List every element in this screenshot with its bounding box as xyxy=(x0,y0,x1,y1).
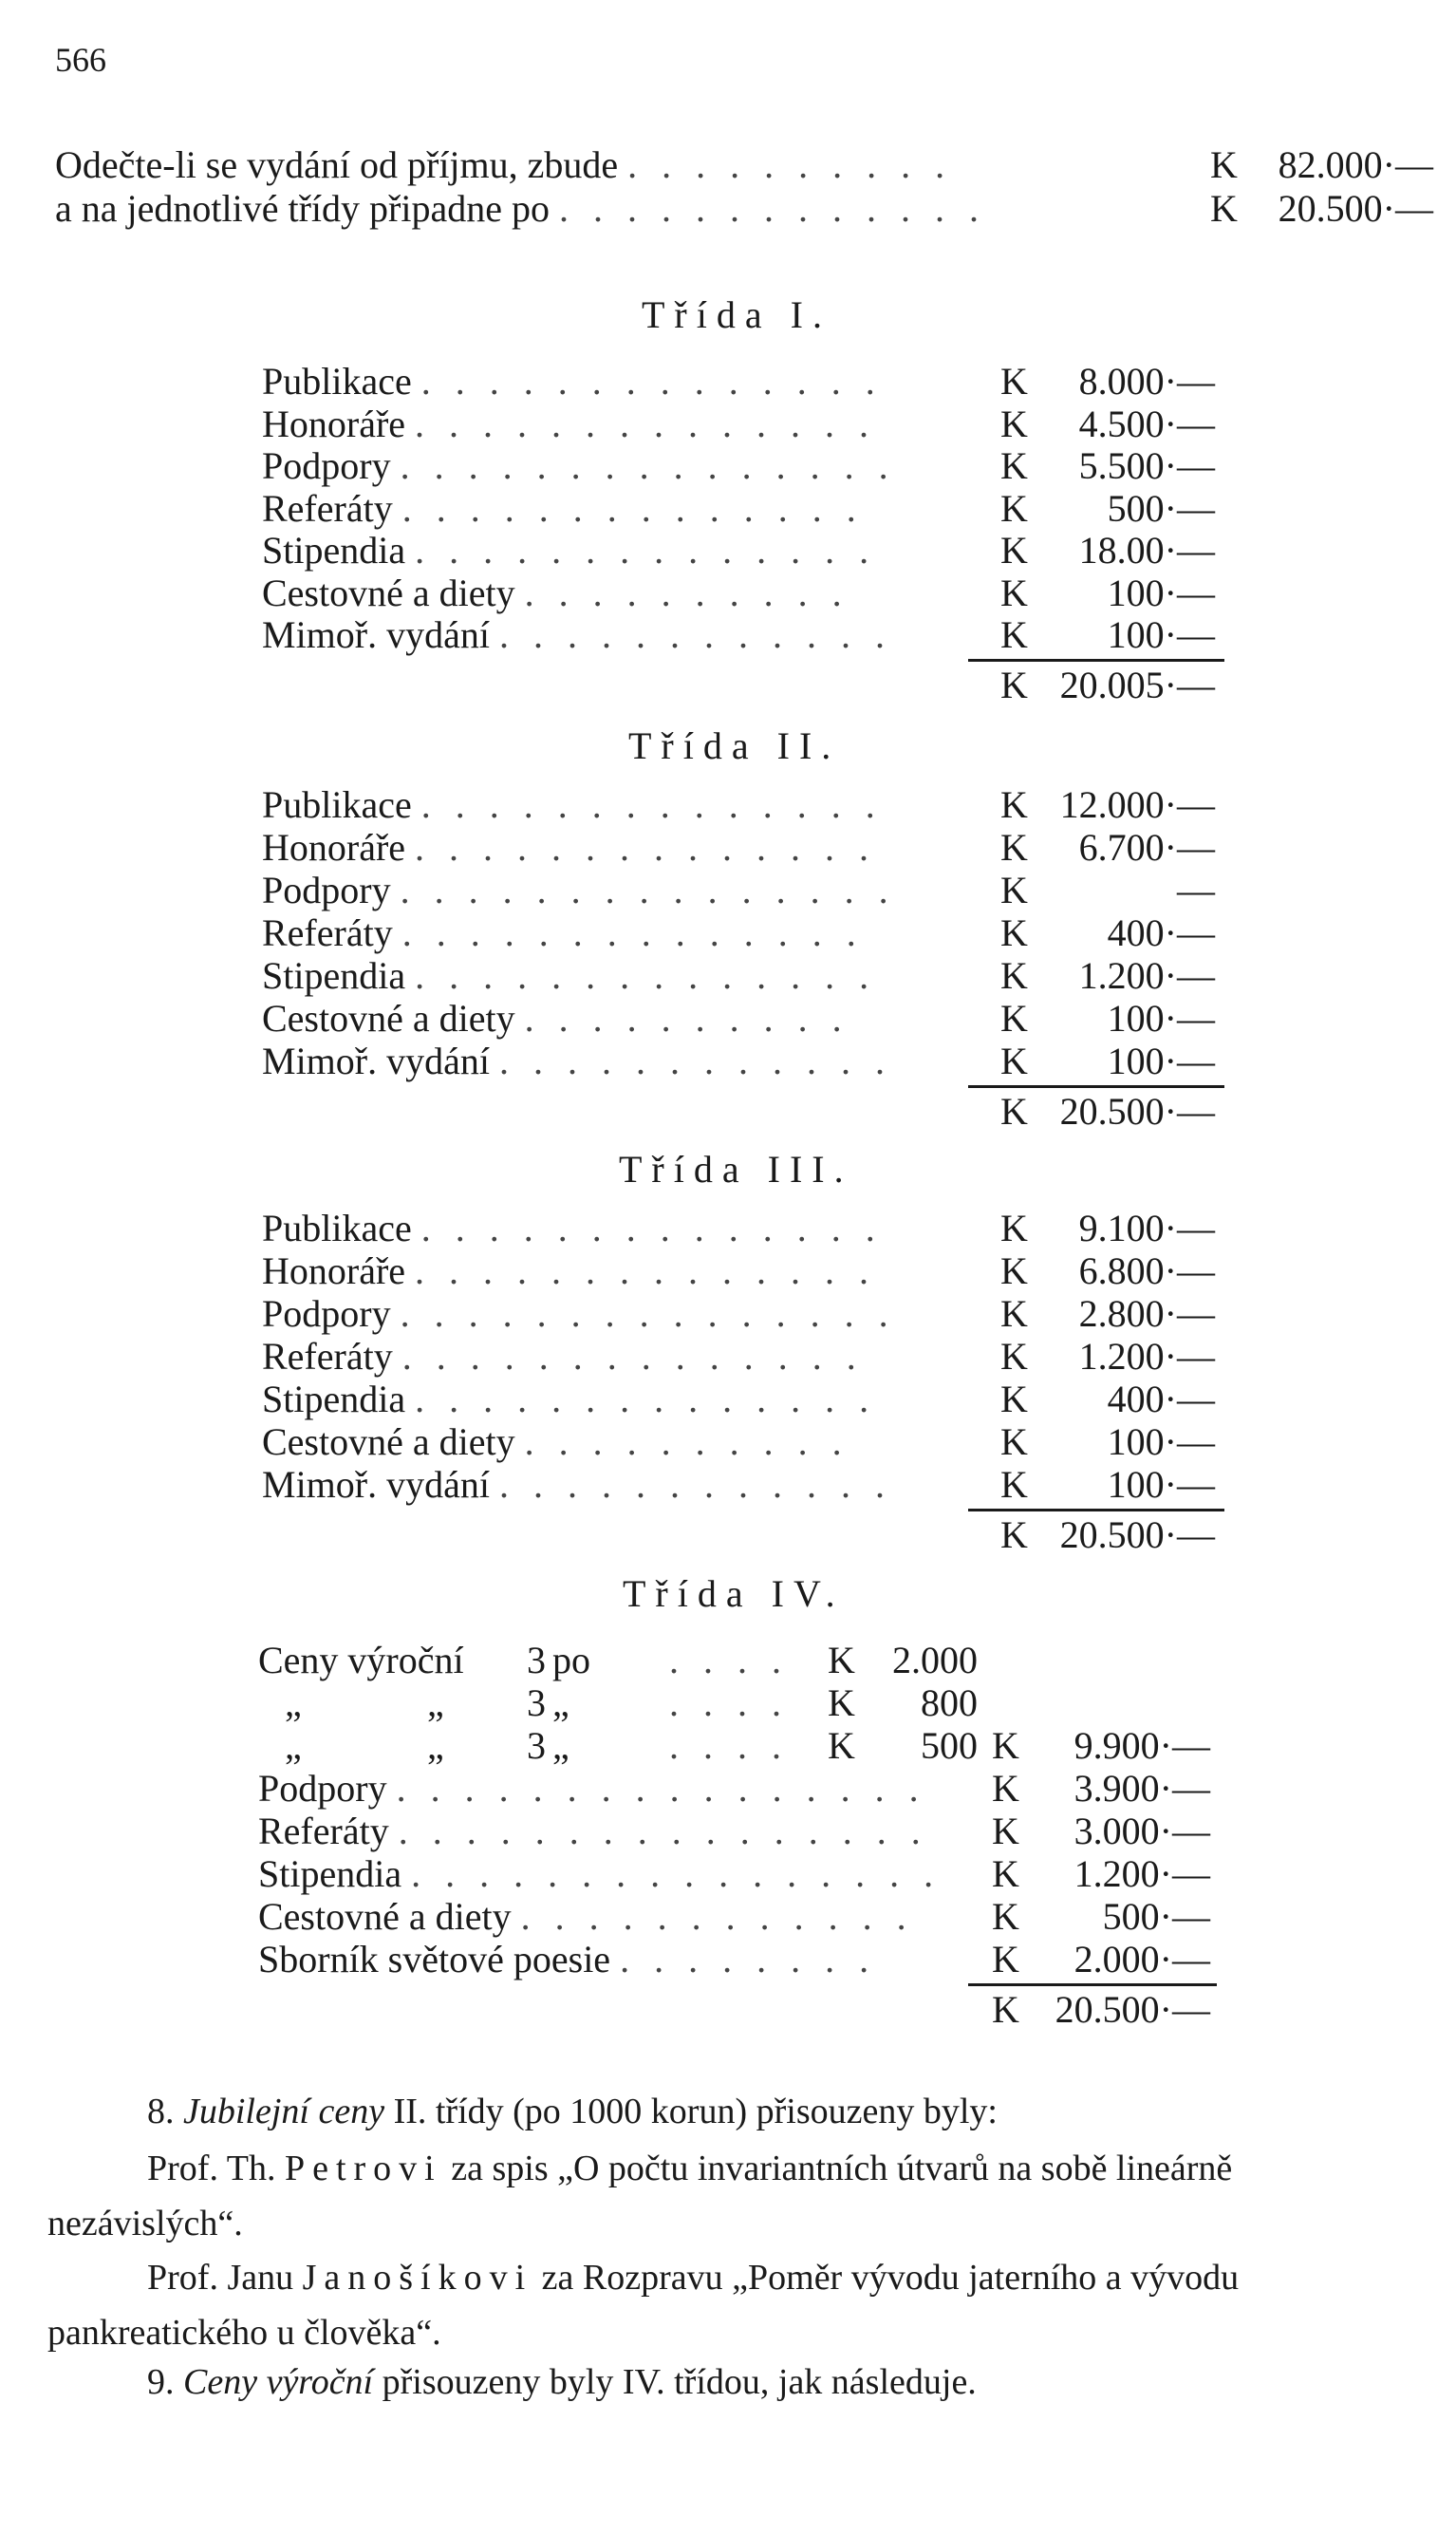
row-amount: 3.000·— xyxy=(1073,1810,1210,1852)
leader-dots: . . . . . . . . . . . . . . xyxy=(420,783,883,826)
row-amount: 400·— xyxy=(1107,1378,1215,1420)
leader-dots: . . . . . . . . . . . . . . xyxy=(420,1207,883,1249)
sum-rule xyxy=(968,659,1224,662)
currency-k: K xyxy=(992,1767,1019,1810)
leader-dots: . . . . . . . . . . . . . . . . xyxy=(411,1852,942,1895)
budget-row xyxy=(258,1937,876,1981)
prize-label: Ceny výroční xyxy=(258,1639,464,1681)
person-name: Janošíkovi xyxy=(302,2258,533,2298)
prize-amount: 800 xyxy=(921,1681,978,1724)
budget-row xyxy=(262,1377,876,1421)
budget-row xyxy=(262,825,876,870)
paragraph-text: Prof. Th. xyxy=(147,2149,276,2188)
total-currency-k: K xyxy=(1000,1513,1028,1556)
row-label: Publikace xyxy=(262,783,412,826)
paragraph-text: II. třídy (po 1000 korun) přisouzeny byly: xyxy=(393,2092,998,2131)
row-amount: 8.000·— xyxy=(1078,360,1215,403)
budget-row xyxy=(262,486,864,531)
prize-unit: po xyxy=(552,1639,590,1681)
currency-k: K xyxy=(1000,826,1028,869)
paragraph-text: přisouzeny byly IV. třídou, jak následuje. xyxy=(382,2362,977,2402)
budget-row xyxy=(262,1334,864,1379)
leader-dots: . . . . . . . . . . . . . . . xyxy=(400,444,896,487)
budget-row xyxy=(262,1419,849,1464)
paragraph-text: za spis „O počtu invariantních útvarů na sobě lineárně nezávislých“. xyxy=(47,2149,1233,2243)
row-amount: 100·— xyxy=(1107,1463,1215,1506)
budget-row xyxy=(262,1462,892,1507)
row-label: Cestovné a diety xyxy=(262,571,515,614)
leader-dots: . . . . . . . . . . xyxy=(524,997,849,1040)
currency-k: K xyxy=(1000,1249,1028,1292)
leader-dots: . . . . . . . . . . . . xyxy=(498,613,892,656)
leader-dots: . . . . . . . . . . . . . . . . xyxy=(396,1767,926,1810)
row-amount: 500·— xyxy=(1107,486,1215,530)
row-label: Cestovné a diety xyxy=(262,1420,515,1463)
leader-dots: . . . . . . . . . . . . . . xyxy=(415,529,877,572)
total-amount: 20.500·— xyxy=(1059,1513,1215,1556)
currency-k: K xyxy=(1210,143,1238,186)
prize-sum-amount: 9.900·— xyxy=(1073,1724,1210,1767)
row-amount: 18.00·— xyxy=(1078,529,1215,572)
leader-dots: . . . . . . . . . . . . . . xyxy=(415,402,877,445)
row-label: Stipendia xyxy=(262,954,406,997)
paragraph-petr xyxy=(47,2141,1414,2251)
leader-dots: . . . . xyxy=(669,1681,789,1724)
paragraph-text: za Rozpravu „Poměr vývodu jaterního a vývodu pankreatického u člověka“. xyxy=(47,2258,1240,2353)
prize-amount: 500 xyxy=(921,1724,978,1767)
row-label: Podpory xyxy=(258,1767,387,1810)
currency-k: K xyxy=(1000,1207,1028,1249)
currency-k: K xyxy=(828,1681,855,1724)
class-heading-2: Třída II. xyxy=(628,724,841,767)
currency-k: K xyxy=(1000,1463,1028,1506)
row-label: Mimoř. vydání xyxy=(262,1463,490,1506)
budget-row xyxy=(262,1291,896,1336)
row-label: Referáty xyxy=(262,911,393,954)
row-amount: 3.900·— xyxy=(1073,1767,1210,1810)
paragraph-number: 8. xyxy=(147,2092,175,2131)
row-amount: — xyxy=(1177,869,1215,911)
currency-k: K xyxy=(992,1938,1019,1980)
row-label: Publikace xyxy=(262,1207,412,1249)
row-label: Sborník světové poesie xyxy=(258,1938,611,1980)
budget-row xyxy=(262,359,883,404)
row-amount: 100·— xyxy=(1107,613,1215,656)
intro-line-1 xyxy=(55,142,952,187)
leader-dots: . . . . xyxy=(669,1639,789,1681)
sum-rule xyxy=(968,1983,1217,1986)
currency-k: K xyxy=(1000,1292,1028,1335)
leader-dots: . . . . . . . . . . xyxy=(627,143,953,186)
currency-k: K xyxy=(1000,360,1028,403)
row-amount: 400·— xyxy=(1107,911,1215,954)
row-amount: 2.000·— xyxy=(1073,1938,1210,1980)
budget-row xyxy=(262,910,864,955)
leader-dots: . . . . . . . . . . . . . . xyxy=(415,1378,877,1420)
currency-k: K xyxy=(1000,529,1028,572)
total-currency-k: K xyxy=(1000,663,1028,706)
prize-count: 3 xyxy=(527,1639,546,1681)
currency-k: K xyxy=(1000,783,1028,826)
class-heading-4: Třída IV. xyxy=(623,1572,845,1615)
currency-k: K xyxy=(1000,954,1028,997)
paragraph-text: Prof. Janu xyxy=(147,2258,294,2298)
row-label: Mimoř. vydání xyxy=(262,1040,490,1082)
row-label: Honoráře xyxy=(262,826,406,869)
budget-row xyxy=(262,1039,892,1083)
currency-k: K xyxy=(1000,402,1028,445)
leader-dots: . . . . . . . . . . . . . . xyxy=(420,360,883,403)
intro-amount: 20.500·— xyxy=(1278,187,1433,230)
row-amount: 9.100·— xyxy=(1078,1207,1215,1249)
class-heading-1: Třída I. xyxy=(642,293,831,336)
row-label: Podpory xyxy=(262,1292,391,1335)
currency-k: K xyxy=(1000,1335,1028,1378)
intro-text: a na jednotlivé třídy připadne po xyxy=(55,187,550,230)
budget-row xyxy=(262,782,883,827)
leader-dots: . . . . . . . . . . . . . xyxy=(558,187,986,230)
leader-dots: . . . . . . . . . . . . . . xyxy=(415,954,877,997)
sum-rule xyxy=(968,1085,1224,1088)
ditto-mark: „ xyxy=(427,1681,444,1724)
currency-k: K xyxy=(828,1639,855,1681)
intro-text: Odečte-li se vydání od příjmu, zbude xyxy=(55,143,619,186)
paragraph-italic: Ceny výroční xyxy=(183,2362,374,2402)
paragraph-number: 9. xyxy=(147,2362,175,2402)
budget-row xyxy=(262,402,876,446)
row-label: Referáty xyxy=(262,486,393,530)
row-amount: 1.200·— xyxy=(1078,954,1215,997)
total-amount: 20.500·— xyxy=(1055,1988,1210,2031)
ditto-mark: „ xyxy=(427,1724,444,1767)
currency-k: K xyxy=(992,1852,1019,1895)
leader-dots: . . . . . . . . . . . . xyxy=(520,1895,914,1938)
leader-dots: . . . . . . . . . . xyxy=(524,571,849,614)
sum-rule xyxy=(968,1509,1224,1511)
row-amount: 100·— xyxy=(1107,1040,1215,1082)
budget-row xyxy=(258,1894,914,1939)
row-label: Cestovné a diety xyxy=(258,1895,512,1938)
ditto-mark: „ xyxy=(285,1724,302,1767)
row-label: Honoráře xyxy=(262,1249,406,1292)
leader-dots: . . . . . . . . . . . . xyxy=(498,1040,892,1082)
row-amount: 6.800·— xyxy=(1078,1249,1215,1292)
prize-amount: 2.000 xyxy=(892,1639,978,1681)
row-label: Podpory xyxy=(262,869,391,911)
row-label: Honoráře xyxy=(262,402,406,445)
leader-dots: . . . . xyxy=(669,1724,789,1767)
budget-row xyxy=(258,1809,928,1853)
paragraph-8 xyxy=(47,2084,1456,2139)
row-label: Stipendia xyxy=(262,529,406,572)
total-amount: 20.500·— xyxy=(1059,1090,1215,1133)
prize-unit: „ xyxy=(552,1724,569,1767)
budget-row xyxy=(262,1248,876,1293)
row-amount: 12.000·— xyxy=(1059,783,1215,826)
budget-row xyxy=(262,528,876,572)
currency-k: K xyxy=(1000,869,1028,911)
total-amount: 20.005·— xyxy=(1059,663,1215,706)
row-label: Cestovné a diety xyxy=(262,997,515,1040)
currency-k: K xyxy=(828,1724,855,1767)
currency-k: K xyxy=(992,1895,1019,1938)
prize-unit: „ xyxy=(552,1681,569,1724)
row-amount: 500·— xyxy=(1102,1895,1210,1938)
row-label: Podpory xyxy=(262,444,391,487)
currency-k: K xyxy=(1000,486,1028,530)
leader-dots: . . . . . . . . . . . . . . . xyxy=(400,869,896,911)
currency-k: K xyxy=(1000,1420,1028,1463)
leader-dots: . . . . . . . . . . . . . . xyxy=(415,1249,877,1292)
leader-dots: . . . . . . . . . . . . xyxy=(498,1463,892,1506)
person-name: Petrovi xyxy=(284,2149,442,2188)
row-amount: 100·— xyxy=(1107,1420,1215,1463)
leader-dots: . . . . . . . . . . . . . . xyxy=(401,911,864,954)
leader-dots: . . . . . . . . . . . . . . xyxy=(415,826,877,869)
currency-k: K xyxy=(1000,1378,1028,1420)
row-amount: 6.700·— xyxy=(1078,826,1215,869)
row-label: Stipendia xyxy=(262,1378,406,1420)
intro-amount: 82.000·— xyxy=(1278,143,1433,186)
currency-k: K xyxy=(1000,911,1028,954)
currency-k: K xyxy=(992,1810,1019,1852)
row-amount: 1.200·— xyxy=(1078,1335,1215,1378)
row-amount: 5.500·— xyxy=(1078,444,1215,487)
currency-k: K xyxy=(992,1724,1019,1767)
leader-dots: . . . . . . . . . . . . . . xyxy=(401,486,864,530)
row-amount: 100·— xyxy=(1107,571,1215,614)
leader-dots: . . . . . . . . . . . . . . xyxy=(401,1335,864,1378)
budget-row xyxy=(262,443,896,488)
budget-row xyxy=(262,612,892,657)
row-label: Referáty xyxy=(258,1810,389,1852)
total-currency-k: K xyxy=(1000,1090,1028,1133)
prize-count: 3 xyxy=(527,1681,546,1724)
budget-row xyxy=(262,953,876,998)
paragraph-9 xyxy=(47,2355,1456,2410)
currency-k: K xyxy=(1000,1040,1028,1082)
leader-dots: . . . . . . . . xyxy=(620,1938,877,1980)
budget-row xyxy=(262,868,896,912)
row-amount: 4.500·— xyxy=(1078,402,1215,445)
currency-k: K xyxy=(1000,444,1028,487)
currency-k: K xyxy=(1000,571,1028,614)
total-currency-k: K xyxy=(992,1988,1019,2031)
currency-k: K xyxy=(1000,997,1028,1040)
row-label: Publikace xyxy=(262,360,412,403)
currency-k: K xyxy=(1210,187,1238,230)
page-number: 566 xyxy=(55,41,106,79)
leader-dots: . . . . . . . . . . xyxy=(524,1420,849,1463)
row-label: Stipendia xyxy=(258,1852,402,1895)
class-heading-3: Třída III. xyxy=(619,1148,853,1191)
intro-line-2 xyxy=(55,186,986,231)
currency-k: K xyxy=(1000,613,1028,656)
row-label: Mimoř. vydání xyxy=(262,613,490,656)
leader-dots: . . . . . . . . . . . . . . . xyxy=(400,1292,896,1335)
budget-row xyxy=(258,1851,941,1896)
ditto-mark: „ xyxy=(285,1681,302,1724)
row-amount: 2.800·— xyxy=(1078,1292,1215,1335)
row-amount: 1.200·— xyxy=(1073,1852,1210,1895)
row-label: Referáty xyxy=(262,1335,393,1378)
prize-count: 3 xyxy=(527,1724,546,1767)
budget-row xyxy=(262,1206,883,1250)
leader-dots: . . . . . . . . . . . . . . . . xyxy=(398,1810,928,1852)
budget-row xyxy=(262,996,849,1041)
row-amount: 100·— xyxy=(1107,997,1215,1040)
budget-row xyxy=(258,1766,926,1811)
budget-row xyxy=(262,571,849,615)
paragraph-italic: Jubilejní ceny xyxy=(183,2092,385,2131)
paragraph-janosik xyxy=(47,2250,1414,2360)
